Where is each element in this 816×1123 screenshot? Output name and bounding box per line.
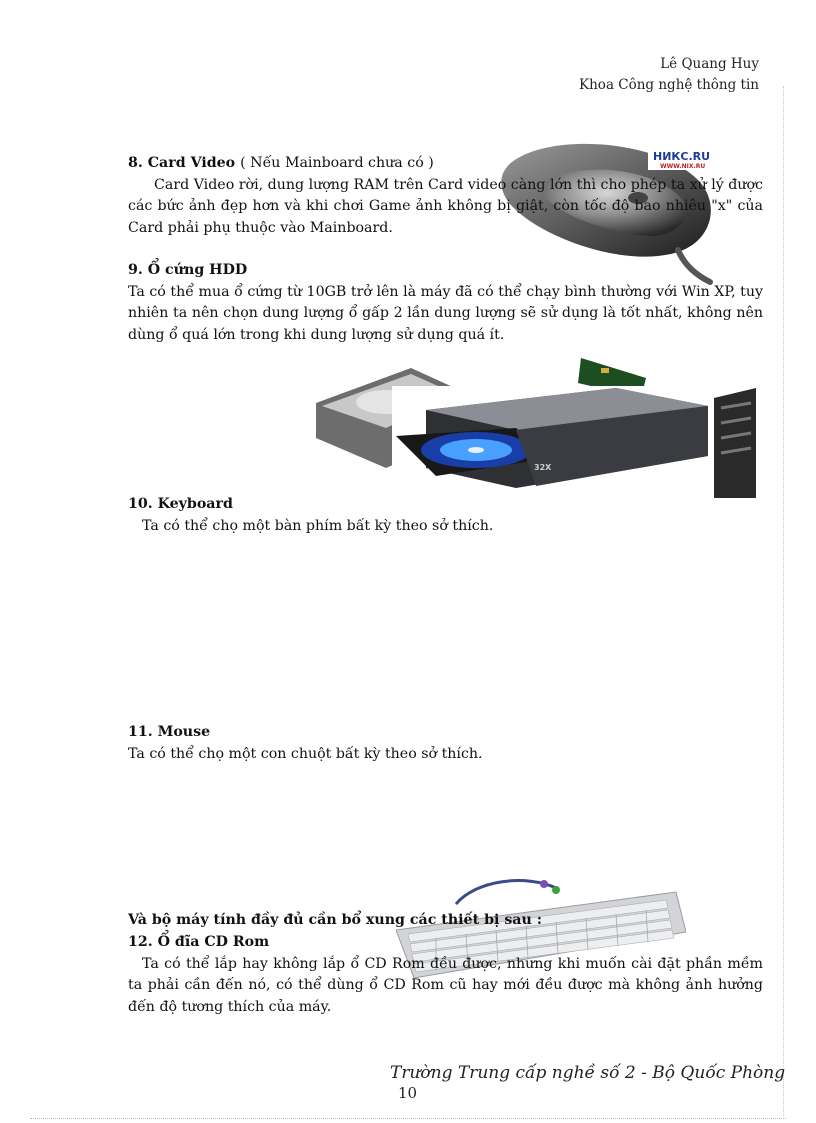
section-body: Ta có thể chọ một bàn phím bất kỳ theo sở thích. bbox=[142, 517, 494, 534]
logo-subtext: WWW.NIX.RU bbox=[660, 163, 706, 170]
page-footer bbox=[390, 1063, 816, 1103]
section-cdrom bbox=[128, 932, 763, 1018]
section-card-video bbox=[128, 153, 763, 239]
section-hdd bbox=[128, 260, 763, 346]
author-name: Lê Quang Huy bbox=[660, 56, 759, 72]
section-heading: 9. Ổ cứng HDD bbox=[128, 262, 248, 278]
footer-divider bbox=[30, 1118, 786, 1119]
section-body: Ta có thể chọ một con chuột bất kỳ theo sở thích. bbox=[128, 745, 483, 762]
section-heading: 10. Keyboard bbox=[128, 496, 233, 512]
drives-image bbox=[316, 358, 756, 498]
section-mouse bbox=[128, 722, 763, 765]
page-number: 10 bbox=[398, 1084, 418, 1102]
extra-intro: Và bộ máy tính đầy đủ cần bổ xung các thiết bị sau : bbox=[128, 912, 542, 928]
page-border-line bbox=[783, 86, 784, 1116]
section-body: Ta có thể lắp hay không lắp ổ CD Rom đều được, nhưng khi muốn cài đặt phần mềm ta phải cần đến nó, có thể dùng ổ CD Rom cũ hay mới đều được mà không ảnh hưởng đến độ tương thích của máy. bbox=[128, 955, 763, 1015]
footer-school: Trường Trung cấp nghề số 2 - Bộ Quốc Phòng bbox=[390, 1063, 786, 1083]
department-name: Khoa Công nghệ thông tin bbox=[579, 77, 759, 93]
page-header bbox=[579, 54, 759, 96]
section-body: Ta có thể mua ổ cứng từ 10GB trở lên là máy đã có thể chạy bình thường với Win XP, tuy nhiên ta nên chọn dung lượng ổ gấp 2 lần dung lượng sẽ sử dụng là tốt nhất, không nên dùng ổ quá lớn trong khi dung lượng sử dụng quá ít. bbox=[128, 283, 763, 343]
section-heading: 8. Card Video ( Nếu Mainboard chưa có ) bbox=[128, 155, 434, 171]
section-heading: 12. Ổ đĩa CD Rom bbox=[128, 934, 270, 950]
section-heading: 11. Mouse bbox=[128, 724, 211, 740]
dvd-label: 32X bbox=[534, 463, 552, 472]
logo-text: НИКС.RU bbox=[653, 150, 711, 163]
section-keyboard bbox=[128, 494, 763, 537]
section-extra bbox=[128, 910, 763, 932]
section-body: Card Video rời, dung lượng RAM trên Card video càng lớn thì cho phép ta xử lý được các bức ảnh đẹp hơn và khi chơi Game ảnh không bị giật, còn tốc độ bao nhiêu "x" của Card phải phụ thuộc vào Mainboard. bbox=[128, 176, 763, 236]
